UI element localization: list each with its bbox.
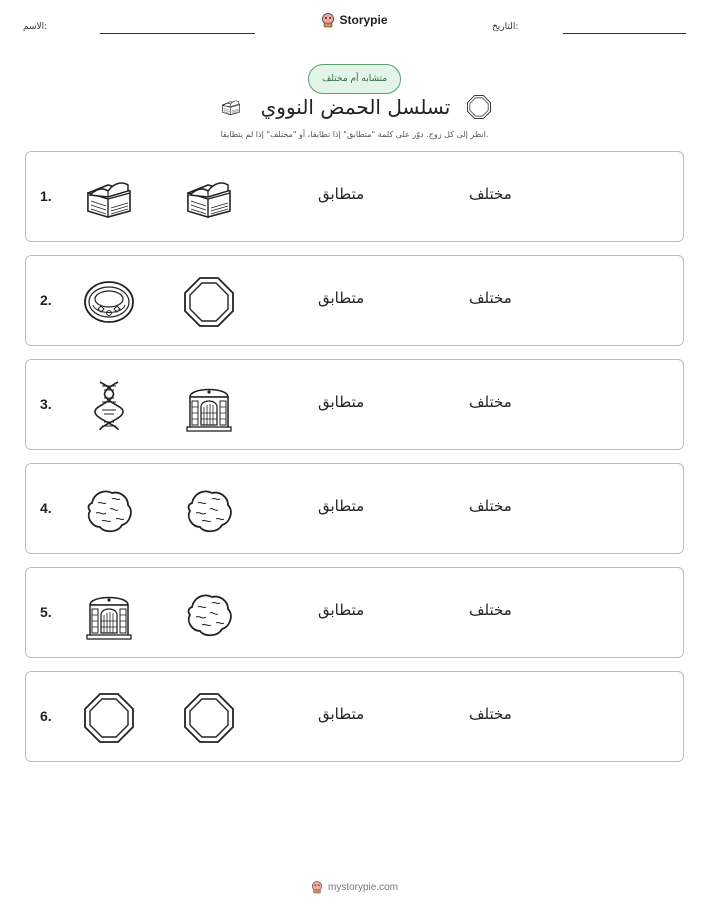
option-same[interactable]: متطابق xyxy=(318,185,365,203)
octagon-icon xyxy=(466,94,492,120)
name-label: الاسم: xyxy=(23,22,48,32)
option-different[interactable]: مختلف xyxy=(469,393,512,411)
row-number: 4. xyxy=(40,500,52,516)
footer xyxy=(0,880,709,894)
name-line[interactable] xyxy=(100,33,255,34)
book-icon xyxy=(182,171,236,225)
match-row xyxy=(25,255,684,346)
option-same[interactable]: متطابق xyxy=(318,289,365,307)
row-number: 5. xyxy=(40,604,52,620)
octagon-icon xyxy=(182,275,236,329)
rock-icon xyxy=(182,483,236,537)
option-different[interactable]: مختلف xyxy=(469,185,512,203)
row-number: 2. xyxy=(40,292,52,308)
page-title: تسلسل الحمض النووي xyxy=(260,95,451,119)
row-number: 1. xyxy=(40,188,52,204)
library-icon xyxy=(182,379,236,433)
books-icon xyxy=(217,96,245,118)
instructions: انظر إلى كل زوج. دوّر على كلمة "متطابق" إذا تطابقا، أو "مختلف" إذا لم يتطابقا. xyxy=(220,130,489,139)
brand-name: Storypie xyxy=(339,13,388,27)
match-row xyxy=(25,151,684,242)
option-same[interactable]: متطابق xyxy=(318,601,365,619)
match-row xyxy=(25,567,684,658)
date-line[interactable] xyxy=(563,33,686,34)
option-same[interactable]: متطابق xyxy=(318,393,365,411)
page-title-bar xyxy=(200,92,509,122)
option-same[interactable]: متطابق xyxy=(318,497,365,515)
octagon-icon xyxy=(182,691,236,745)
storypie-mascot-icon xyxy=(321,12,335,28)
library-icon xyxy=(82,587,136,641)
option-different[interactable]: مختلف xyxy=(469,601,512,619)
option-same[interactable]: متطابق xyxy=(318,705,365,723)
dna-icon xyxy=(82,379,136,433)
option-different[interactable]: مختلف xyxy=(469,705,512,723)
footer-url: mystorypie.com xyxy=(327,881,398,893)
date-label: التاريخ: xyxy=(492,22,519,32)
ring-icon xyxy=(82,275,136,329)
category-badge: متشابه أم مختلف xyxy=(308,64,401,94)
rock-icon xyxy=(182,587,236,641)
option-different[interactable]: مختلف xyxy=(469,289,512,307)
book-icon xyxy=(82,171,136,225)
storypie-mascot-icon xyxy=(311,880,323,894)
row-number: 3. xyxy=(40,396,52,412)
row-number: 6. xyxy=(40,708,52,724)
rock-icon xyxy=(82,483,136,537)
brand-logo xyxy=(0,12,709,28)
match-row xyxy=(25,671,684,762)
match-row xyxy=(25,463,684,554)
option-different[interactable]: مختلف xyxy=(469,497,512,515)
match-row xyxy=(25,359,684,450)
octagon-icon xyxy=(82,691,136,745)
